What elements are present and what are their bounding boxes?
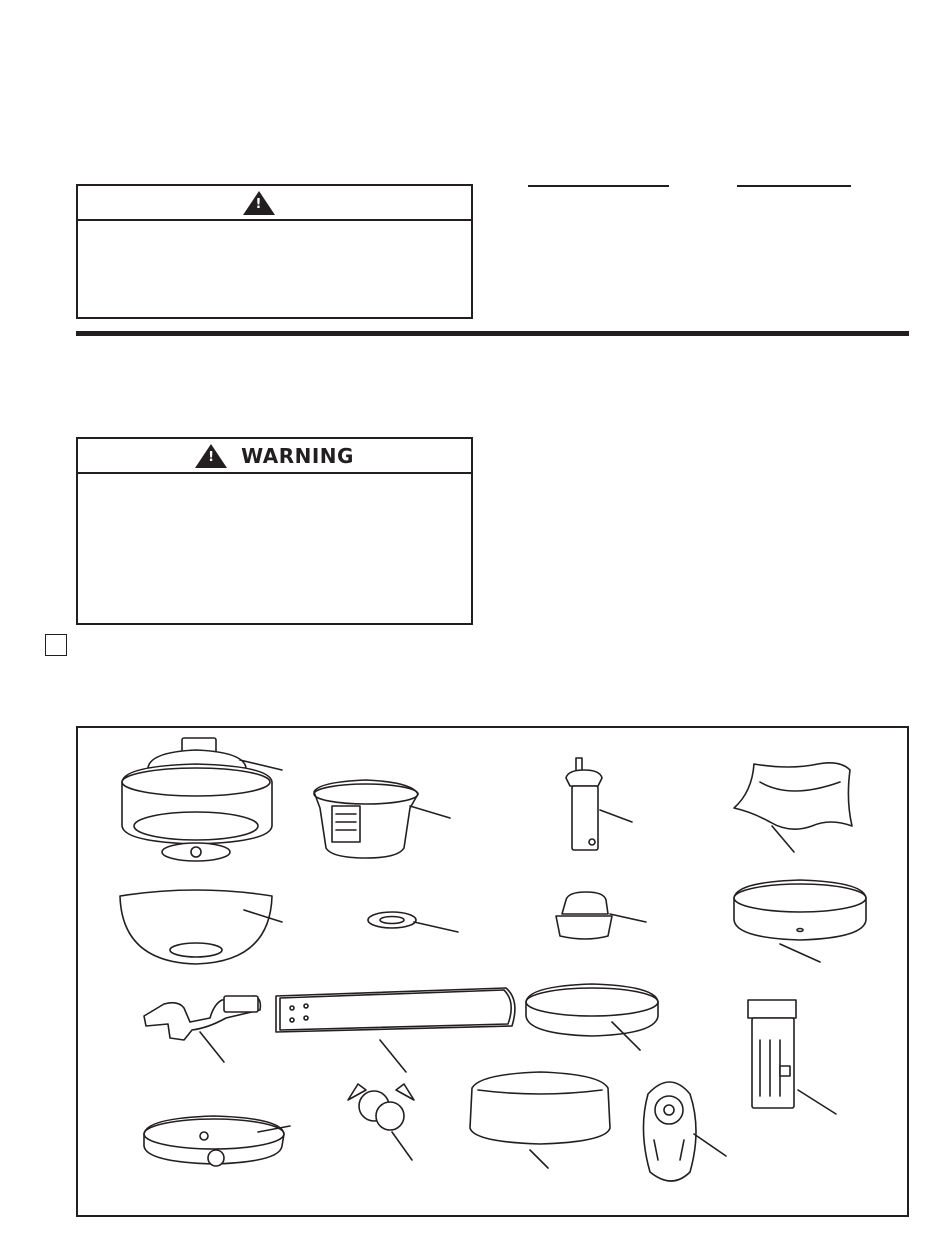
switch-housing-icon [314,780,450,858]
blade-arm-icon [144,996,260,1062]
warning-box-title: WARNING [241,443,354,468]
motor-assembly-icon [122,738,282,861]
mounting-plate-icon [526,984,658,1050]
glass-shade-icon [470,1072,610,1168]
light-bulbs-icon [348,1084,414,1160]
light-kit-adapter-icon [734,880,866,962]
blade-icon [276,988,515,1072]
downrod-icon [566,758,632,850]
remote-control-icon [643,1082,726,1181]
coupling-cover-icon [556,892,646,939]
receiver-icon [748,1000,836,1114]
warning-triangle-icon: ! [195,444,227,468]
light-kit-plate-icon [144,1116,290,1166]
warning-triangle-icon: ! [243,191,275,215]
cloth-icon [734,763,852,852]
canopy-icon [120,890,282,964]
trim-ring-icon [368,912,458,932]
